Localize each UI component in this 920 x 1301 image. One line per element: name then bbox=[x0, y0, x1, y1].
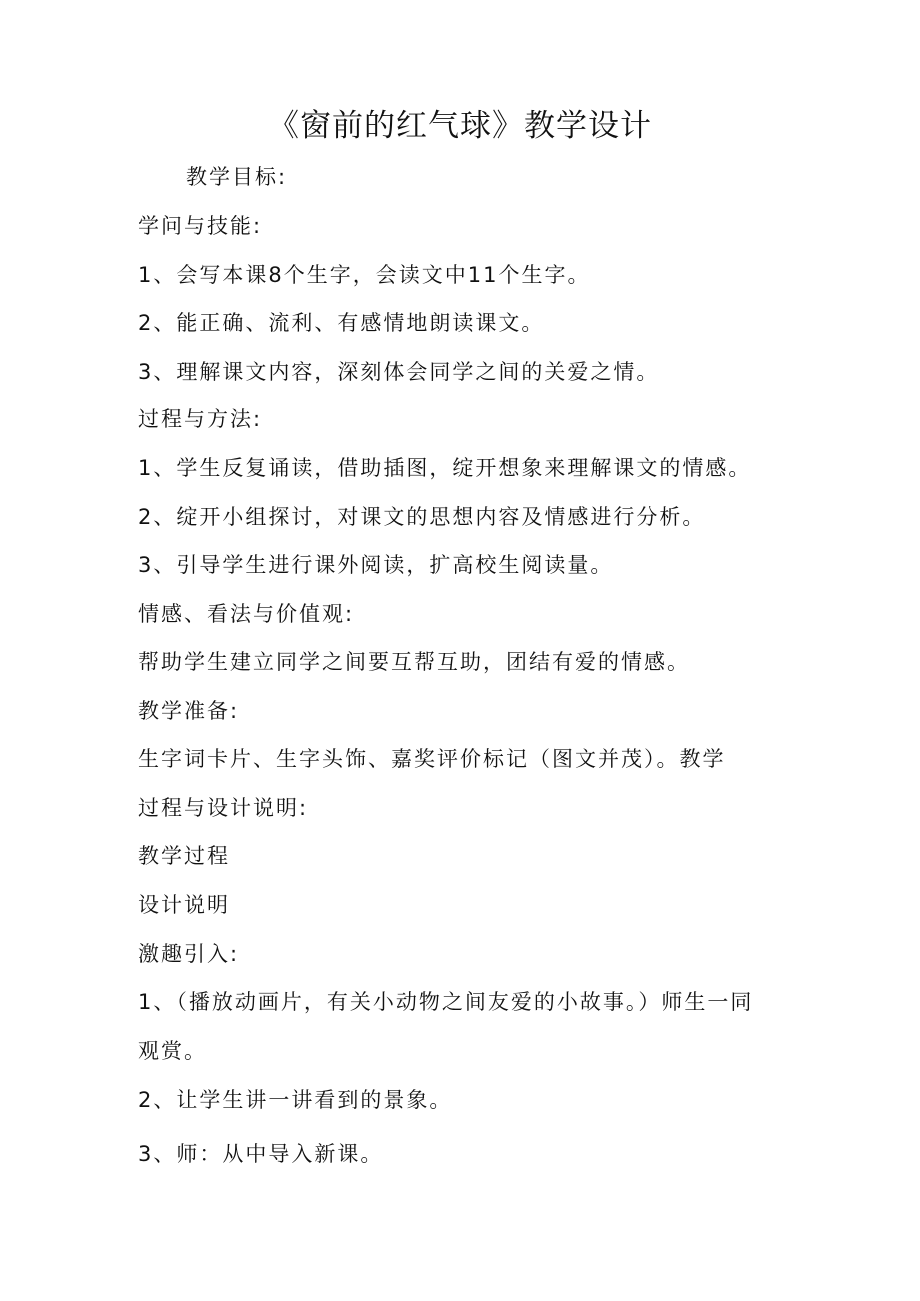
paragraph-line: 设计说明 bbox=[138, 893, 230, 917]
paragraph-line: 教学过程 bbox=[138, 844, 230, 868]
paragraph-line: 1、（播放动画片，有关小动物之间友爱的小故事。）师生一同 bbox=[138, 990, 754, 1014]
paragraph-line: 3、引导学生进行课外阅读，扩高校生阅读量。 bbox=[138, 553, 614, 577]
paragraph-line: 1、会写本课8个生字，会读文中11个生字。 bbox=[138, 263, 591, 287]
paragraph-line: 2、绽开小组探讨，对课文的思想内容及情感进行分析。 bbox=[138, 505, 706, 529]
paragraph-line: 生字词卡片、生字头饰、嘉奖评价标记（图文并茂）。教学 bbox=[138, 747, 726, 771]
paragraph-line: 2、能正确、流利、有感情地朗读课文。 bbox=[138, 311, 545, 335]
subheading-emotion-values: 情感、看法与价值观: bbox=[138, 602, 355, 626]
subheading-process-methods: 过程与方法: bbox=[138, 407, 263, 431]
paragraph-line: 1、学生反复诵读，借助插图，绽开想象来理解课文的情感。 bbox=[138, 456, 752, 480]
subheading-process-design: 过程与设计说明: bbox=[138, 796, 309, 820]
subheading-lead-in: 激趣引入: bbox=[138, 942, 240, 966]
paragraph-line: 3、理解课文内容，深刻体会同学之间的关爱之情。 bbox=[138, 360, 660, 384]
paragraph-line: 观赏。 bbox=[138, 1039, 207, 1063]
subheading-knowledge-skills: 学问与技能: bbox=[138, 214, 263, 238]
paragraph-line: 2、让学生讲一讲看到的景象。 bbox=[138, 1088, 453, 1112]
paragraph-line: 3、师：从中导入新课。 bbox=[138, 1142, 384, 1166]
document-title: 《窗前的红气球》教学设计 bbox=[268, 108, 652, 144]
subheading-teaching-preparation: 教学准备: bbox=[138, 699, 240, 723]
paragraph-line: 帮助学生建立同学之间要互帮互助，团结有爱的情感。 bbox=[138, 650, 690, 674]
section-heading-teaching-goals: 教学目标: bbox=[186, 165, 288, 189]
